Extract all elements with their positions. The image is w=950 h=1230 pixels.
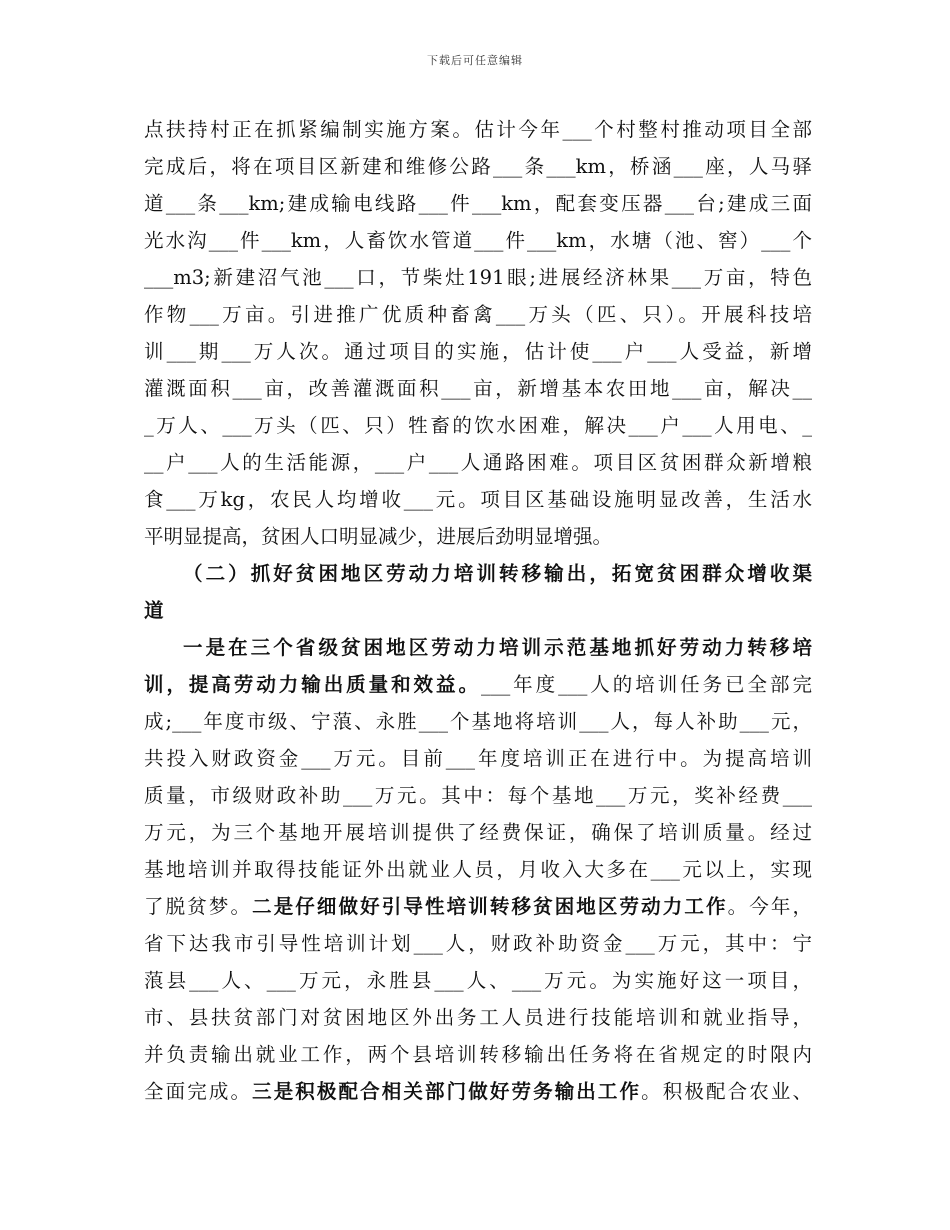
document-body xyxy=(144,111,812,1110)
text-run: 。今年， xyxy=(727,895,812,918)
text-line: 光水沟___件___km，人畜饮水管道___件___km，水塘（池、窖）___个 xyxy=(144,229,812,252)
text-line: 食___万kg，农民人均增收___元。项目区基础设施明显改善，生活水 xyxy=(144,488,812,511)
text-line: __户___人的生活能源，___户___人通路困难。项目区贫困群众新增粮 xyxy=(144,451,812,474)
bold-phrase: 二是仔细做好引导性培训转移贫困地区劳动力工作 xyxy=(252,895,728,918)
text-line-bold: 一是在三个省级贫困地区劳动力培训示范基地抓好劳动力转移培 xyxy=(183,636,812,659)
text-line xyxy=(144,1073,812,1110)
text-line: 万元，为三个基地开展培训提供了经费保证，确保了培训质量。经过 xyxy=(144,821,812,844)
page-header: 下载后可任意编辑 xyxy=(427,54,523,67)
text-line: ___m3;新建沼气池___口，节柴灶191眼;进展经济林果___万亩，特色 xyxy=(144,266,812,289)
heading-line: 道 xyxy=(144,599,164,622)
section-heading xyxy=(144,555,812,629)
text-line: 省下达我市引导性培训计划___人，财政补助资金___万元，其中：宁 xyxy=(144,932,812,955)
text-line: 点扶持村正在抓紧编制实施方案。估计今年___个村整村推动项目全部 xyxy=(144,118,812,141)
text-line: 并负责输出就业工作，两个县培训转移输出任务将在省规定的时限内 xyxy=(144,1043,812,1066)
text-line: 作物___万亩。引进推广优质种畜禽___万头（匹、只）。开展科技培 xyxy=(144,303,812,326)
text-line: 完成后，将在项目区新建和维修公路___条___km，桥涵___座，人马驿 xyxy=(144,155,812,178)
text-line: 成;___年度市级、宁蒗、永胜___个基地将培训___人，每人补助___元， xyxy=(144,710,812,733)
text-line: 基地培训并取得技能证外出就业人员，月收入大多在___元以上，实现 xyxy=(144,858,812,881)
text-line xyxy=(144,666,812,703)
text-run: 全面完成。 xyxy=(144,1080,253,1103)
text-line: _万人、___万头（匹、只）牲畜的饮水困难，解决___户___人用电、_ xyxy=(144,414,812,437)
heading-line: （二）抓好贫困地区劳动力培训转移输出，拓宽贫困群众增收渠 xyxy=(183,562,812,585)
text-line: 训___期___万人次。通过项目的实施，估计使___户___人受益，新增 xyxy=(144,340,812,363)
paragraph-project-outcomes xyxy=(144,111,812,555)
paragraph-labor-training xyxy=(144,629,812,1110)
text-line: 质量，市级财政补助___万元。其中：每个基地___万元，奖补经费___ xyxy=(144,784,812,807)
text-run: ___年度___人的培训任务已全部完 xyxy=(480,673,812,696)
text-run: 了脱贫梦。 xyxy=(144,895,253,918)
text-line: 共投入财政资金___万元。目前___年度培训正在进行中。为提高培训 xyxy=(144,747,812,770)
bold-phrase: 训，提高劳动力输出质量和效益。 xyxy=(144,673,481,696)
text-line: 蒗县___人、___万元，永胜县___人、___万元。为实施好这一项目， xyxy=(144,969,812,992)
text-line: 平明显提高，贫困人口明显减少，进展后劲明显增强。 xyxy=(144,525,613,548)
text-line: 灌溉面积___亩，改善灌溉面积___亩，新增基本农田地___亩，解决__ xyxy=(144,377,812,400)
text-line: 市、县扶贫部门对贫困地区外出务工人员进行技能培训和就业指导， xyxy=(144,1006,812,1029)
text-line xyxy=(144,888,812,925)
text-line: 道___条___km;建成输电线路___件___km，配套变压器___台;建成三面 xyxy=(144,192,812,215)
bold-phrase: 三是积极配合相关部门做好劳务输出工作 xyxy=(252,1080,642,1103)
text-run: 。积极配合农业、 xyxy=(641,1080,812,1103)
